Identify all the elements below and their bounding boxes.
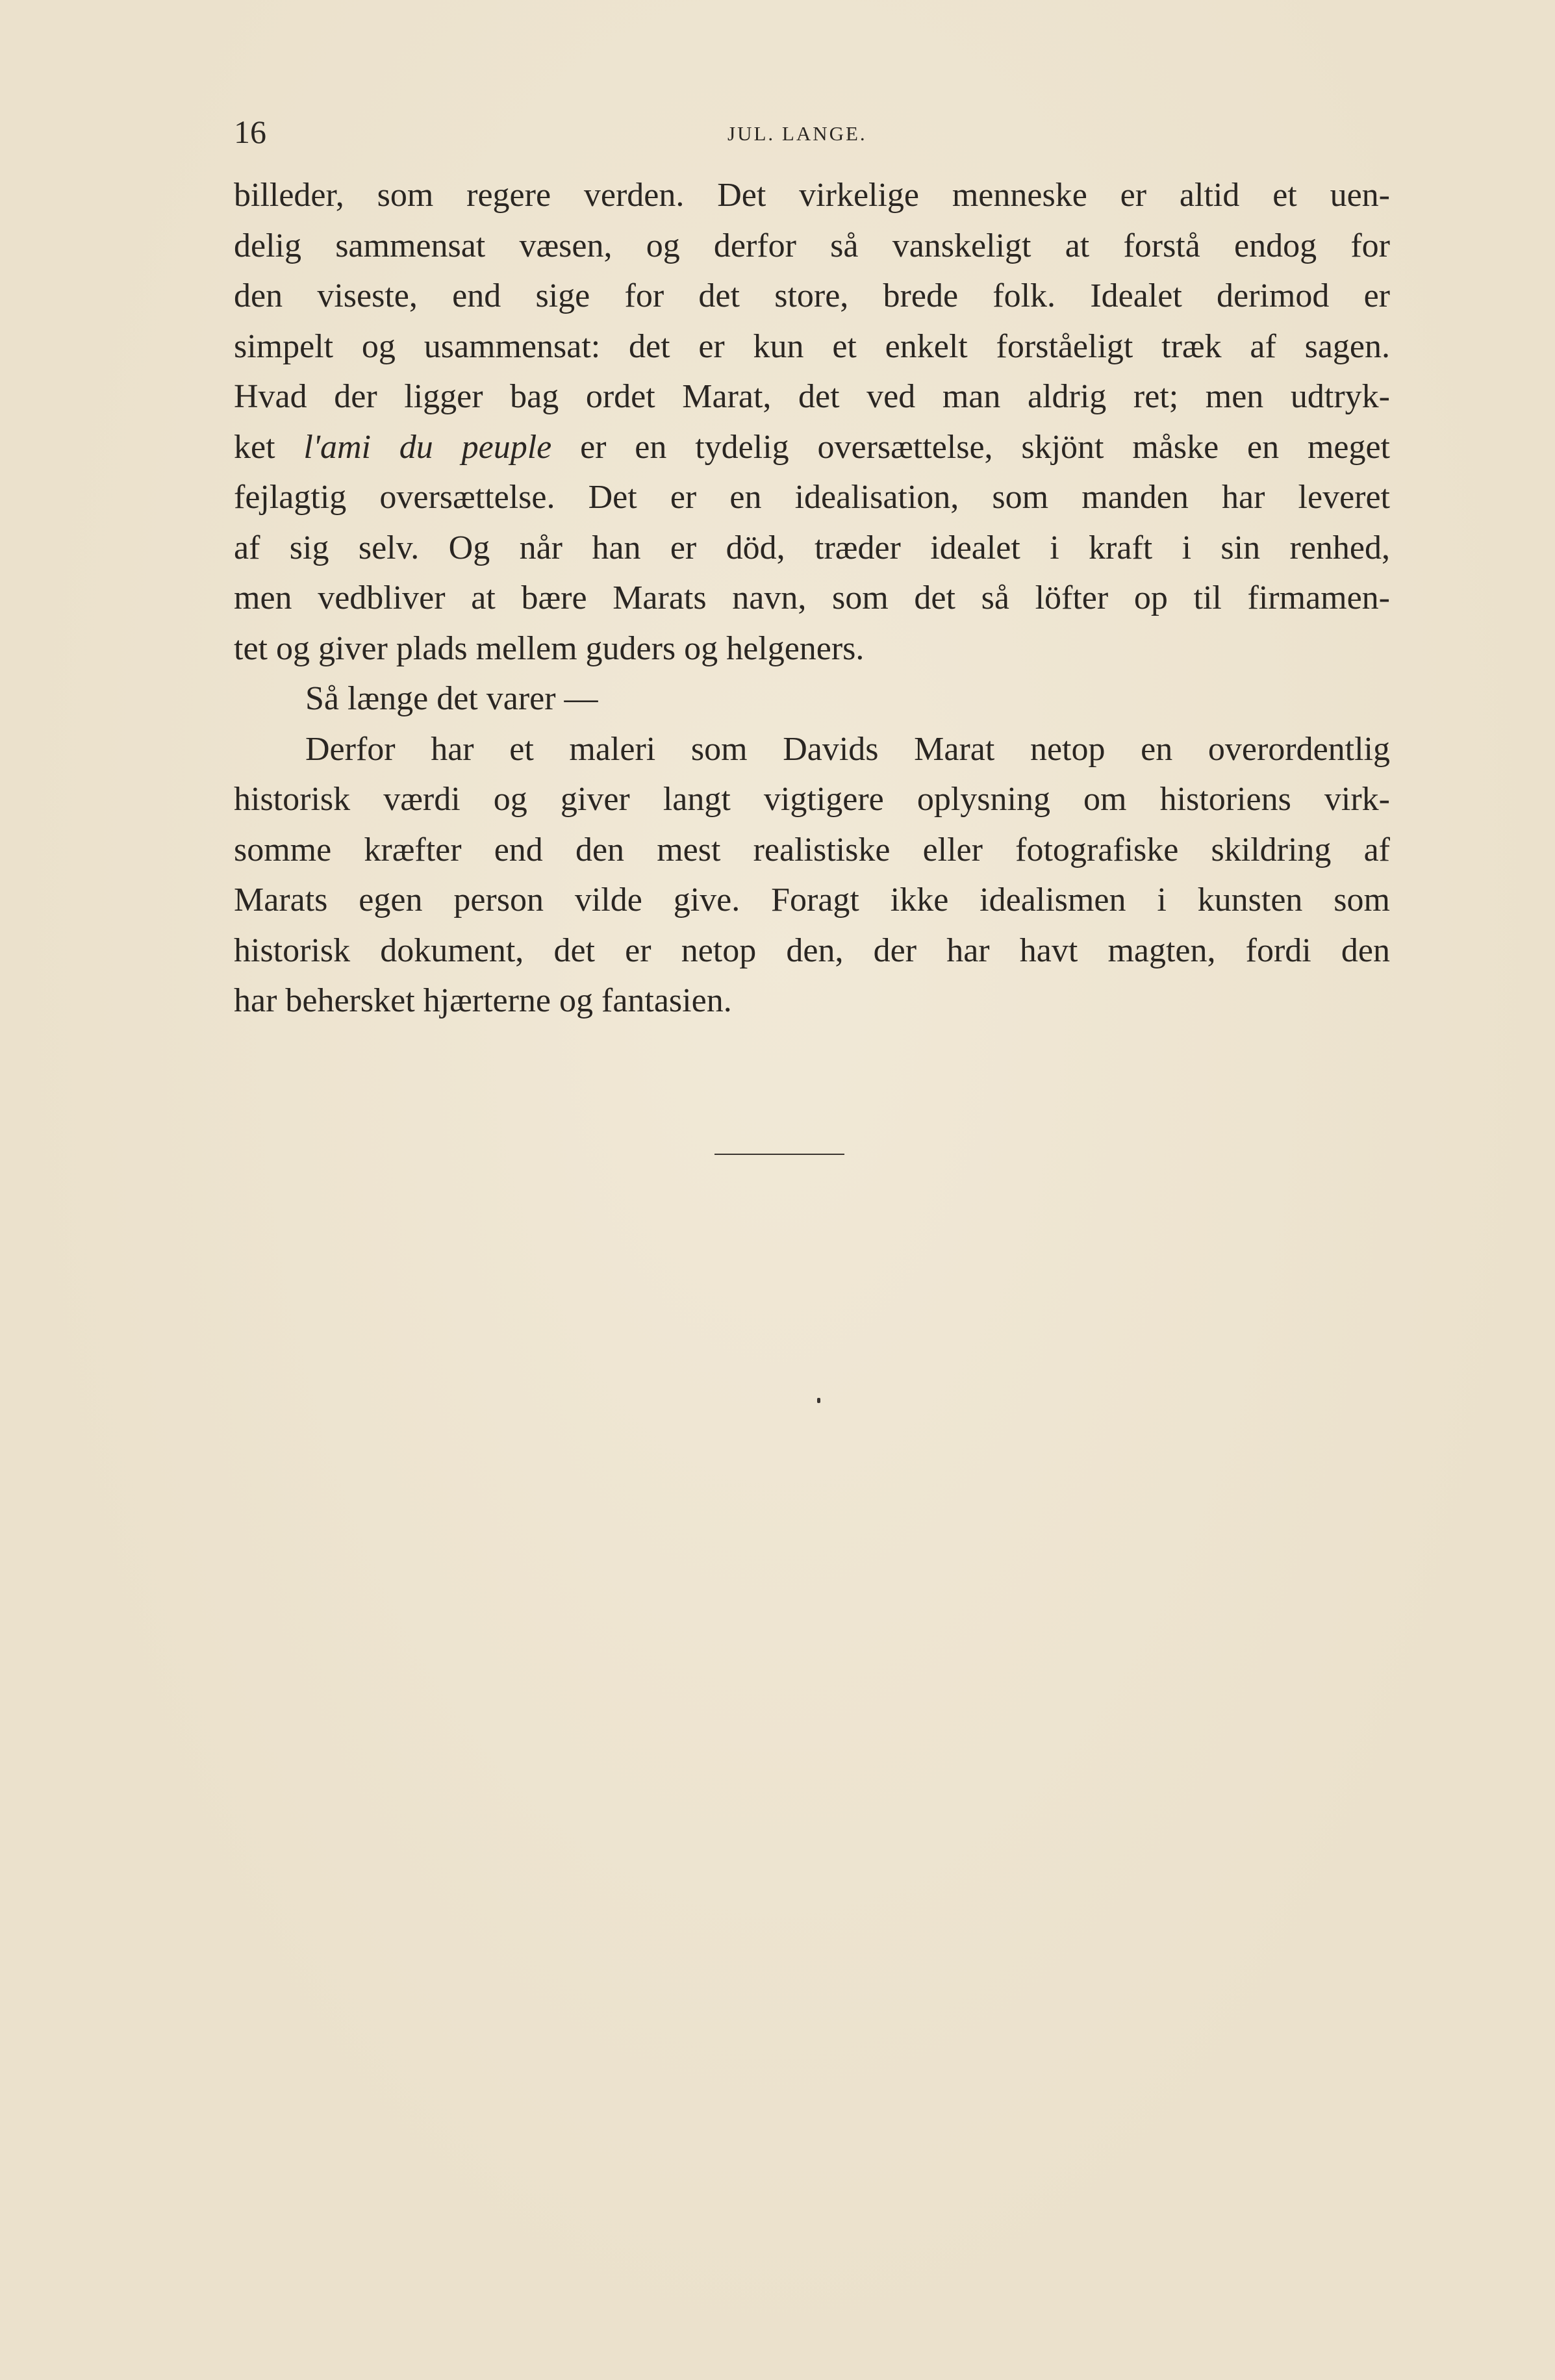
text-line: Så længe det varer — [305, 680, 598, 717]
running-title: JUL. LANGE. [727, 122, 867, 145]
ink-speck [817, 1398, 820, 1403]
text-line: historisk dokument, det er netop den, der har havt magten, fordi den [234, 931, 1390, 969]
text-line: af sig selv. Og når han er död, træder idealet i kraft i sin renhed, [234, 529, 1390, 566]
text-line: Marats egen person vilde give. Foragt ikke idealismen i kunsten som [234, 881, 1390, 918]
running-head [234, 109, 1390, 155]
text-line: men vedbliver at bære Marats navn, som det så löfter op til firmamen- [234, 579, 1390, 616]
text-line: Derfor har et maleri som Davids Marat netop en overordentlig [305, 730, 1390, 768]
text-segment: ket [234, 428, 304, 466]
text-line: fejlagtig oversættelse. Det er en idealisation, som manden har leveret [234, 479, 1390, 516]
text-line: historisk værdi og giver langt vigtigere oplysning om historiens virk- [234, 781, 1390, 818]
italic-phrase: l'ami du peuple [303, 428, 552, 466]
section-end-rule [714, 1154, 844, 1155]
text-line: den viseste, end sige for det store, brede folk. Idealet derimod er [234, 277, 1390, 314]
text-line: simpelt og usammensat: det er kun et enkelt forståeligt træk af sagen. [234, 327, 1390, 365]
text-line: delig sammensat væsen, og derfor så vanskeligt at forstå endog for [234, 227, 1390, 264]
text-line: Hvad der ligger bag ordet Marat, det ved man aldrig ret; men udtryk- [234, 378, 1390, 415]
text-line: har behersket hjærterne og fantasien. [234, 982, 732, 1019]
body-text [234, 170, 1390, 1026]
page-number: 16 [234, 114, 266, 150]
text-line-with-italic [234, 422, 1390, 473]
text-line: billeder, som regere verden. Det virkelige menneske er altid et uen- [234, 177, 1390, 214]
text-segment: er en tydelig oversættelse, skjönt måske en meget [551, 428, 1391, 466]
text-line: somme kræfter end den mest realistiske eller fotografiske skildring af [234, 831, 1390, 868]
text-line: tet og giver plads mellem guders og helgeners. [234, 629, 865, 667]
